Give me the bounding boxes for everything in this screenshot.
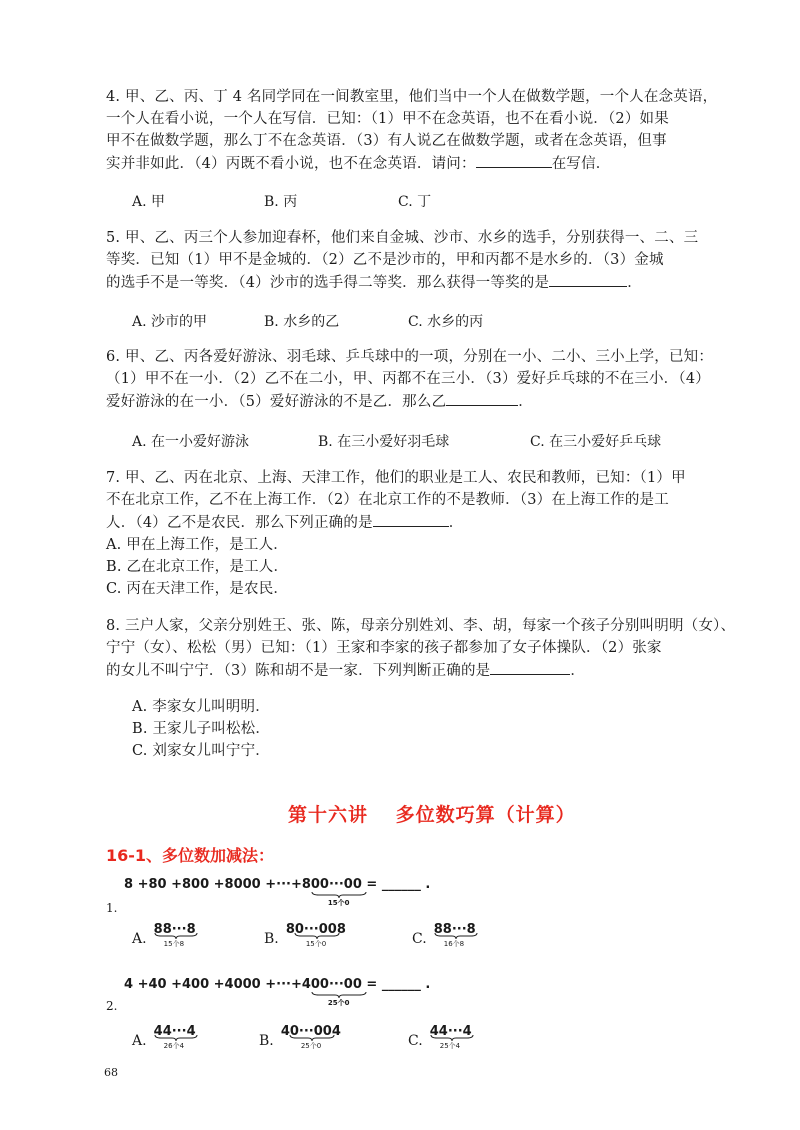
question-line: 的女儿不叫宁宁．（3）陈和胡不是一家．下列判断正确的是 xyxy=(106,663,491,679)
answer-blank[interactable] xyxy=(446,390,518,406)
problem-2-option-b[interactable]: B. 40···004 25个0 xyxy=(259,1024,341,1050)
option-a[interactable]: A. 甲在上海工作，是工人． xyxy=(106,537,288,553)
problem-1-option-a[interactable]: A. 88···8 15个8 xyxy=(132,918,196,947)
question-line: 人．（4）乙不是农民．那么下列正确的是 xyxy=(106,515,373,531)
option-a[interactable]: A. 在一小爱好游泳 xyxy=(132,434,250,450)
question-7: 7. 甲、乙、丙在北京、上海、天津工作，他们的职业是工人、农民和教师，已知：（1）甲 不在北京工作，乙不在上海工作．（2）在北京工作的不是教师．（3）在上海工作的是工 人．（4）乙不是农民．那么下列正确的是 ． A. 甲在上海工作，是工人． B. 乙在北京工作，是工人． C. 丙在天津工作，是农民． xyxy=(106,467,686,600)
lecture-title: 第十六讲 多位数巧算（计算） xyxy=(288,804,576,826)
problem-number: 1. xyxy=(106,901,118,915)
question-line: 的选手不是一等奖．（4）沙市的选手得二等奖．那么获得一等奖的是 xyxy=(106,275,550,291)
option-b[interactable]: B. 水乡的乙 xyxy=(264,314,340,330)
answer-blank[interactable] xyxy=(549,271,627,287)
question-4: 4. 甲、乙、丙、丁 4 名同学同在一间教室里，他们当中一个人在做数学题，一个人在念英语， 一个人在看小说，一个人在写信．已知：（1）甲不在念英语，也不在看小说．（2）如果 甲不在做数学题，那么丁不在念英语．（3）有人说乙在做数学题，或者在念英语，但事 实并非如此．（4）丙既不看小说，也不在念英语．请问： 在写信． xyxy=(106,86,717,175)
answer-blank[interactable] xyxy=(490,659,570,675)
question-line: 6. 甲、乙、丙各爱好游泳、羽毛球、乒乓球中的一项，分别在一小、二小、三小上学，已知： xyxy=(106,349,714,365)
question-line: 爱好游泳的在一小．（5）爱好游泳的不是乙．那么乙 xyxy=(106,394,447,410)
option-b[interactable]: B. 王家儿子叫松松． xyxy=(132,721,271,737)
question-8-options xyxy=(132,696,270,762)
question-line: （1）甲不在一小．（2）乙不在二小，甲、丙都不在三小．（3）爱好乒乓球的不在三小．（4） xyxy=(106,371,710,387)
option-b[interactable]: B. 丙 xyxy=(264,194,298,210)
problem-2-option-a[interactable]: A. 44···4 26个4 xyxy=(132,1020,196,1049)
problem-1-option-b[interactable]: B. 80···008 15个0 xyxy=(264,922,346,948)
question-line: 4. 甲、乙、丙、丁 4 名同学同在一间教室里，他们当中一个人在做数学题，一个人在念英语， xyxy=(106,89,718,105)
problem-1-expression: 8 +80 +800 +8000 +···+800···00 15个0 = ______ . xyxy=(124,877,431,907)
question-8: 8. 三户人家，父亲分别姓王、张、陈，母亲分别姓刘、李、胡，每家一个孩子分别叫明明（女）、 宁宁（女）、松松（男）已知：（1）王家和李家的孩子都参加了女子体操队．（2）张家 的女儿不叫宁宁．（3）陈和胡不是一家．下列判断正确的是 ． xyxy=(106,615,735,682)
question-line: 不在北京工作，乙不在上海工作．（2）在北京工作的不是教师．（3）在上海工作的是工 xyxy=(106,492,669,508)
answer-blank[interactable] xyxy=(476,152,552,168)
page-number: 68 xyxy=(104,1066,118,1079)
option-c[interactable]: C. 丙在天津工作，是农民． xyxy=(106,581,289,597)
question-line: 5. 甲、乙、丙三个人参加迎春杯，他们来自金城、沙市、水乡的选手，分别获得一、二、三 xyxy=(106,230,699,246)
question-line: 等奖．已知（1）甲不是金城的．（2）乙不是沙市的，甲和丙都不是水乡的．（3）金城 xyxy=(106,252,664,268)
question-line: 8. 三户人家，父亲分别姓王、张、陈，母亲分别姓刘、李、胡，每家一个孩子分别叫明明（女）、 xyxy=(106,618,736,634)
problem-2-option-c[interactable]: C. 44···4 25个4 xyxy=(408,1020,472,1049)
answer-blank[interactable] xyxy=(373,511,449,527)
question-line: 实并非如此．（4）丙既不看小说，也不在念英语．请问： xyxy=(106,156,476,172)
option-a[interactable]: A. 沙市的甲 xyxy=(132,314,208,330)
option-b[interactable]: B. 乙在北京工作，是工人． xyxy=(106,559,289,575)
question-line: 一个人在看小说，一个人在写信．已知：（1）甲不在念英语，也不在看小说．（2）如果 xyxy=(106,111,669,127)
option-c[interactable]: C. 刘家女儿叫宁宁． xyxy=(132,743,270,759)
problem-2-expression: 4 +40 +400 +4000 +···+400···00 25个0 = ______ . xyxy=(124,977,431,1007)
question-line: 7. 甲、乙、丙在北京、上海、天津工作，他们的职业是工人、农民和教师，已知：（1）甲 xyxy=(106,470,686,486)
problem-number: 2. xyxy=(106,999,118,1013)
option-c[interactable]: C. 水乡的丙 xyxy=(408,314,484,330)
question-6: 6. 甲、乙、丙各爱好游泳、羽毛球、乒乓球中的一项，分别在一小、二小、三小上学，已知： （1）甲不在一小．（2）乙不在二小，甲、丙都不在三小．（3）爱好乒乓球的不在三小．（4） 爱好游泳的在一小．（5）爱好游泳的不是乙．那么乙 ． xyxy=(106,346,713,413)
option-c[interactable]: C. 丁 xyxy=(398,194,432,210)
question-line: 宁宁（女）、松松（男）已知：（1）王家和李家的孩子都参加了女子体操队．（2）张家 xyxy=(106,640,662,656)
option-a[interactable]: A. 甲 xyxy=(132,194,166,210)
question-5: 5. 甲、乙、丙三个人参加迎春杯，他们来自金城、沙市、水乡的选手，分别获得一、二、三 等奖．已知（1）甲不是金城的．（2）乙不是沙市的，甲和丙都不是水乡的．（3）金城 的选手不是一等奖．（4）沙市的选手得二等奖．那么获得一等奖的是 ． xyxy=(106,227,698,294)
section-title: 16-1、多位数加减法： xyxy=(106,846,275,865)
option-b[interactable]: B. 在三小爱好羽毛球 xyxy=(318,434,450,450)
option-a[interactable]: A. 李家女儿叫明明． xyxy=(132,699,270,715)
question-line: 甲不在做数学题，那么丁不在念英语．（3）有人说乙在做数学题，或者在念英语，但事 xyxy=(106,133,667,149)
problem-1-option-c[interactable]: C. 88···8 16个8 xyxy=(412,918,476,947)
option-c[interactable]: C. 在三小爱好乒乓球 xyxy=(530,434,662,450)
